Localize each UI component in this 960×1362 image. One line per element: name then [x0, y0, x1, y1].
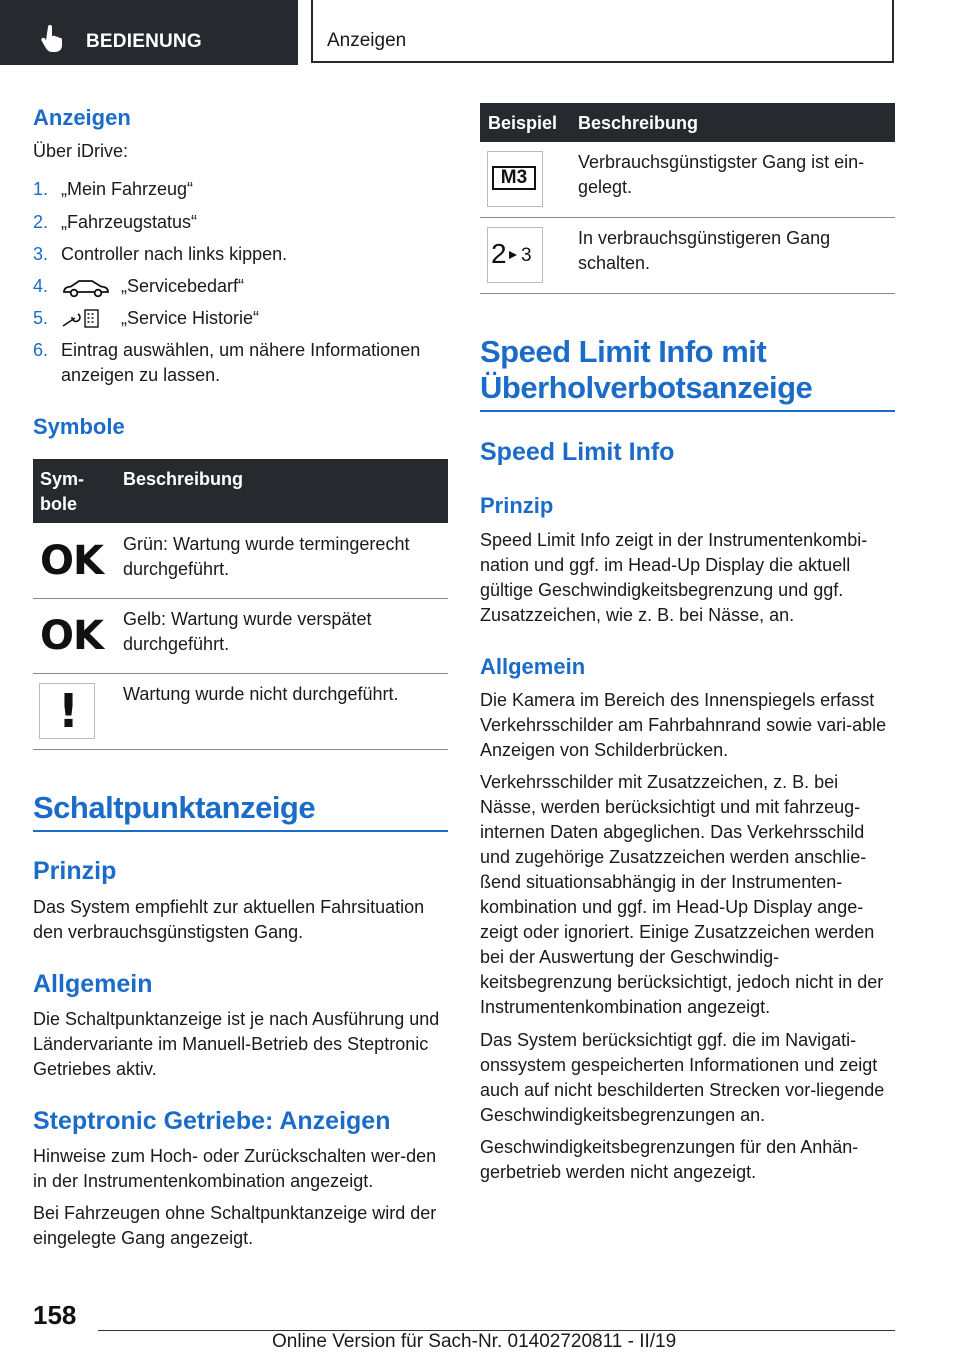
heading-anzeigen: Anzeigen: [33, 105, 131, 130]
heading-prinzip: Prinzip: [480, 493, 554, 518]
service-history-icon: [61, 307, 101, 331]
allgemein-paragraph-1: Die Kamera im Bereich des Innenspiegels erfasst Verkehrsschilder am Fahrbahnrand sowie vari-able Anzeigen von Schilderbrücken.: [480, 690, 887, 760]
gear-m3-icon: M3: [487, 151, 543, 207]
table-cell: Grün: Wartung wurde termingerecht: [123, 534, 410, 554]
heading-speed-limit-line2: Überholverbotsanzeige: [480, 370, 813, 405]
table-cell: Verbrauchsgünstigster Gang ist ein-: [578, 152, 865, 172]
col-header-symbole-1: Sym-: [40, 469, 85, 489]
arrow-right-icon: [508, 250, 518, 260]
allgemein-paragraph-3: Das System berücksichtigt ggf. die im Navigati-onssystem gespeicherten Informationen und zeigt auch auf nicht beschilderten Strecken vor-liegende Geschwindigkeitsbegrenzungen an.: [480, 1030, 885, 1125]
ok-green-icon: OK: [40, 538, 103, 584]
table-divider: [33, 673, 448, 674]
section-tab: [0, 0, 298, 65]
col-header-beispiel: Beispiel: [488, 113, 558, 133]
col-header-symbole-2: bole: [40, 494, 78, 514]
gear-upshift-icon: 2 3: [487, 227, 543, 283]
table-cell: Wartung wurde nicht durchgeführt.: [123, 684, 399, 704]
heading-speed-limit-info: Speed Limit Info: [480, 438, 675, 466]
prinzip-text: Speed Limit Info zeigt in der Instrumentenkombi-nation und ggf. im Head-Up Display die aktuell gültige Geschwindigkeitsbegrenzung und ggf. Zusatzzeichen, wie z. B. bei Nässe, an.: [480, 530, 868, 625]
ok-yellow-icon: OK: [40, 613, 103, 659]
heading-allgemein: Allgemein: [33, 970, 153, 998]
intro-text: Über iDrive:: [33, 141, 129, 161]
table-cell: Gelb: Wartung wurde verspätet: [123, 609, 372, 629]
col-header-beschreibung: Beschreibung: [578, 113, 699, 133]
allgemein-paragraph-4: Geschwindigkeitsbegrenzungen für den Anhän-gerbetrieb werden nicht angezeigt.: [480, 1137, 859, 1182]
table-divider: [480, 293, 895, 294]
table-cell: schalten.: [578, 253, 651, 273]
heading-allgemein: Allgemein: [480, 654, 586, 679]
heading-schaltpunktanzeige: Schaltpunktanzeige: [33, 790, 316, 825]
prinzip-text: Das System empfiehlt zur aktuellen Fahrsituation den verbrauchsgünstigsten Gang.: [33, 897, 425, 942]
hand-pointer-icon: [40, 25, 64, 53]
car-icon: [61, 278, 111, 298]
warning-exclamation-icon: !: [39, 683, 95, 739]
heading-rule: [480, 410, 895, 412]
section-label: BEDIENUNG: [86, 31, 202, 52]
heading-speed-limit-line1: Speed Limit Info mit: [480, 334, 767, 369]
col-header-beschreibung: Beschreibung: [123, 469, 244, 489]
example-table-header: [480, 103, 895, 142]
table-divider: [480, 217, 895, 218]
heading-rule: [33, 830, 448, 832]
table-cell: gelegt.: [578, 177, 633, 197]
heading-prinzip: Prinzip: [33, 857, 117, 885]
page-number: 158: [33, 1300, 77, 1330]
heading-steptronic: Steptronic Getriebe: Anzeigen: [33, 1107, 391, 1135]
allgemein-paragraph-2: Verkehrsschilder mit Zusatzzeichen, z. B. bei Nässe, werden berücksichtigt und mit fahrzeug-internen Daten abgeglichen. Das Verkehrsschild und zugehörige Zusatzzeichen werden anschlie-ßend situationsabhängig in der Instrumenten-kombination und ggf. im Head-Up Display ange-zeigt oder ignoriert. Einige Zusatzzeichen werden bei der Auswertung der Geschwindig-keitsbegrenzung berücksichtigt, jedoch nicht in der Instrumentenkombination angezeigt.: [480, 772, 884, 1017]
table-cell: In verbrauchsgünstigeren Gang: [578, 228, 831, 248]
table-divider: [33, 598, 448, 599]
table-divider: [33, 749, 448, 750]
symbol-table-header: [33, 459, 448, 523]
table-cell: durchgeführt.: [123, 634, 230, 654]
page-title-tab: [311, 0, 894, 63]
steptronic-text-1: Hinweise zum Hoch- oder Zurückschalten wer-den in der Instrumentenkombination angezeigt.: [33, 1146, 437, 1191]
allgemein-text: Die Schaltpunktanzeige ist je nach Ausführung und Ländervariante im Manuell-Betrieb des Steptronic Getriebes aktiv.: [33, 1009, 440, 1079]
steptronic-text-2: Bei Fahrzeugen ohne Schaltpunktanzeige wird der eingelegte Gang angezeigt.: [33, 1203, 437, 1248]
page-title: Anzeigen: [327, 30, 407, 51]
footer-note: Online Version für Sach-Nr. 01402720811 - II/19: [272, 1331, 677, 1352]
heading-symbole: Symbole: [33, 414, 125, 439]
table-cell: durchgeführt.: [123, 559, 230, 579]
